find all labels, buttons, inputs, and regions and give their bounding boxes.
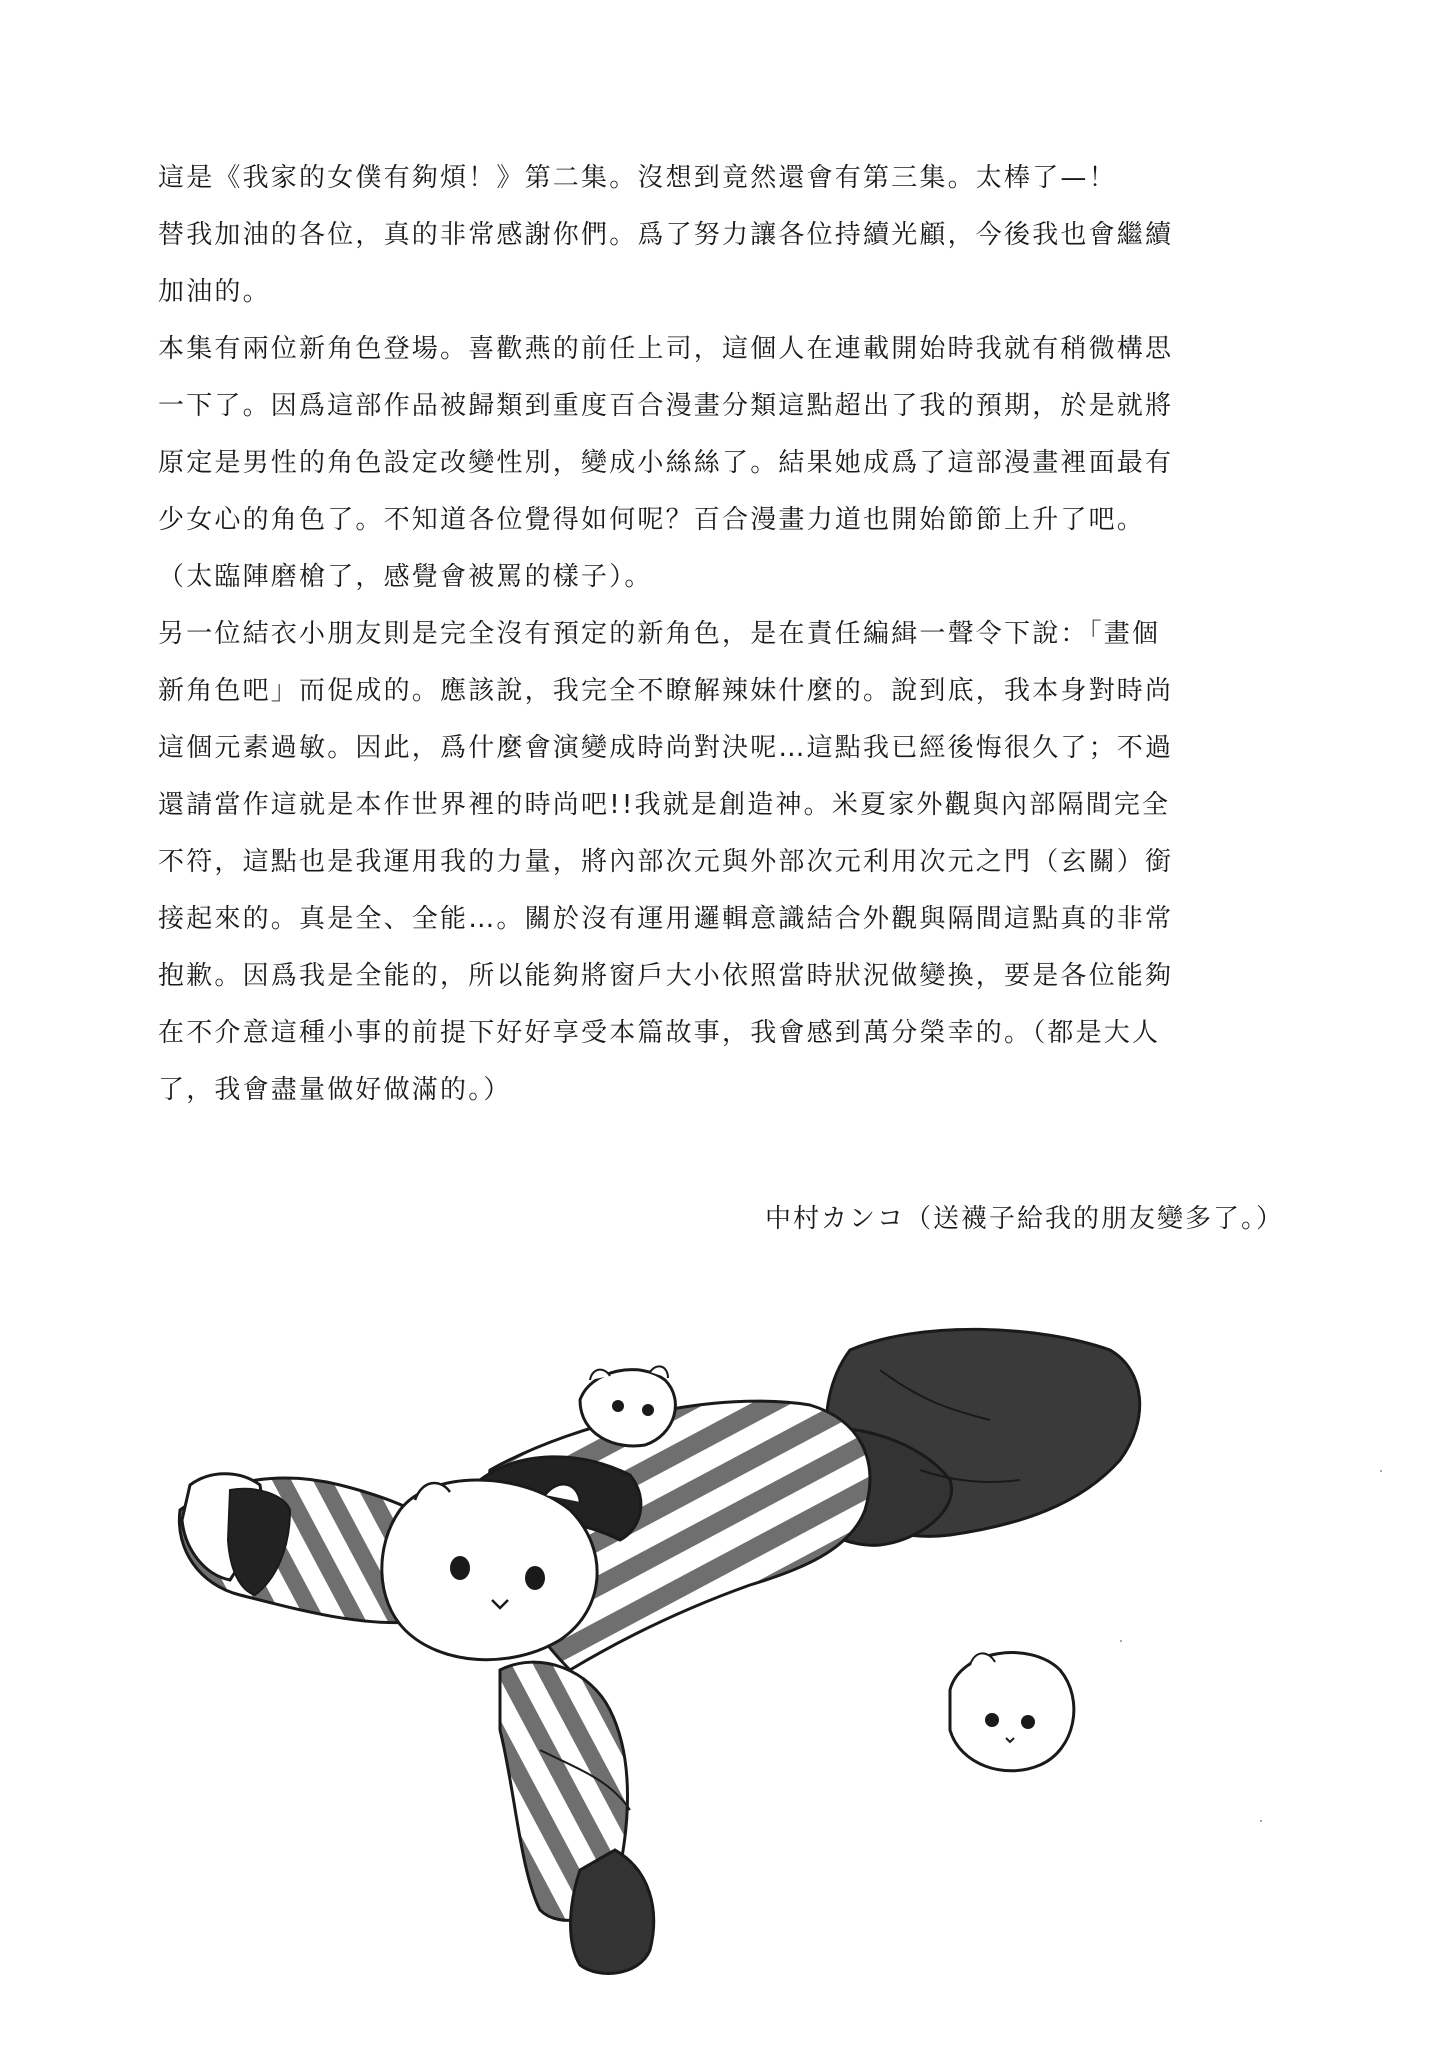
afterword-line: 少女心的角色了。不知道各位覺得如何呢？百合漫畫力道也開始節節上升了吧。 <box>158 505 1146 535</box>
afterword-text <box>158 150 1298 1119</box>
small-hamster-right <box>950 1653 1074 1771</box>
afterword-line: 原定是男性的角色設定改變性別，變成小絲絲了。結果她成爲了這部漫畫裡面最有 <box>158 448 1174 478</box>
paper-speck <box>1260 1820 1262 1822</box>
afterword-line: 這個元素過敏。因此，爲什麼會演變成時尚對決呢…這點我已經後悔很久了；不過 <box>158 733 1174 763</box>
author-signature: 中村カンコ（送襪子給我的朋友變多了。） <box>764 1204 1284 1234</box>
afterword-line: 了，我會盡量做好做滿的。） <box>158 1075 512 1105</box>
afterword-line: 一下了。因爲這部作品被歸類到重度百合漫畫分類這點超出了我的預期，於是就將 <box>158 391 1174 421</box>
hamster-head <box>382 1480 597 1660</box>
afterword-line: 替我加油的各位，真的非常感謝你們。爲了努力讓各位持續光顧，今後我也會繼續 <box>158 220 1174 250</box>
afterword-line: 這是《我家的女僕有夠煩！》第二集。沒想到竟然還會有第三集。太棒了—！ <box>158 163 1117 193</box>
afterword-line: 接起來的。真是全、全能…。關於沒有運用邏輯意識結合外觀與隔間這點真的非常 <box>158 904 1174 934</box>
afterword-line: （太臨陣磨槍了，感覺會被罵的樣子）。 <box>158 562 653 592</box>
paper-speck <box>1380 1470 1382 1472</box>
afterword-line: 不符，這點也是我運用我的力量，將內部次元與外部次元利用次元之門（玄關）銜 <box>158 847 1174 877</box>
afterword-line: 抱歉。因爲我是全能的，所以能夠將窗戶大小依照當時狀況做變換，要是各位能夠 <box>158 961 1174 991</box>
afterword-line: 在不介意這種小事的前提下好好享受本篇故事，我會感到萬分榮幸的。（都是大人 <box>158 1018 1161 1048</box>
lower-arm <box>500 1662 654 1973</box>
afterword-line: 還請當作這就是本作世界裡的時尚吧!!我就是創造神。米夏家外觀與內部隔間完全 <box>158 790 1171 820</box>
afterword-line: 加油的。 <box>158 277 271 307</box>
paper-speck <box>1120 1640 1122 1642</box>
small-hamster-top <box>580 1366 675 1446</box>
afterword-line: 新角色吧」而促成的。應該說，我完全不瞭解辣妹什麼的。說到底，我本身對時尚 <box>158 676 1174 706</box>
afterword-line: 本集有兩位新角色登場。喜歡燕的前任上司，這個人在連載開始時我就有稍微構思 <box>158 334 1174 364</box>
hamster-illustration <box>160 1310 1300 2000</box>
afterword-line: 另一位結衣小朋友則是完全沒有預定的新角色，是在責任編緝一聲令下說：「畫個 <box>158 619 1161 649</box>
